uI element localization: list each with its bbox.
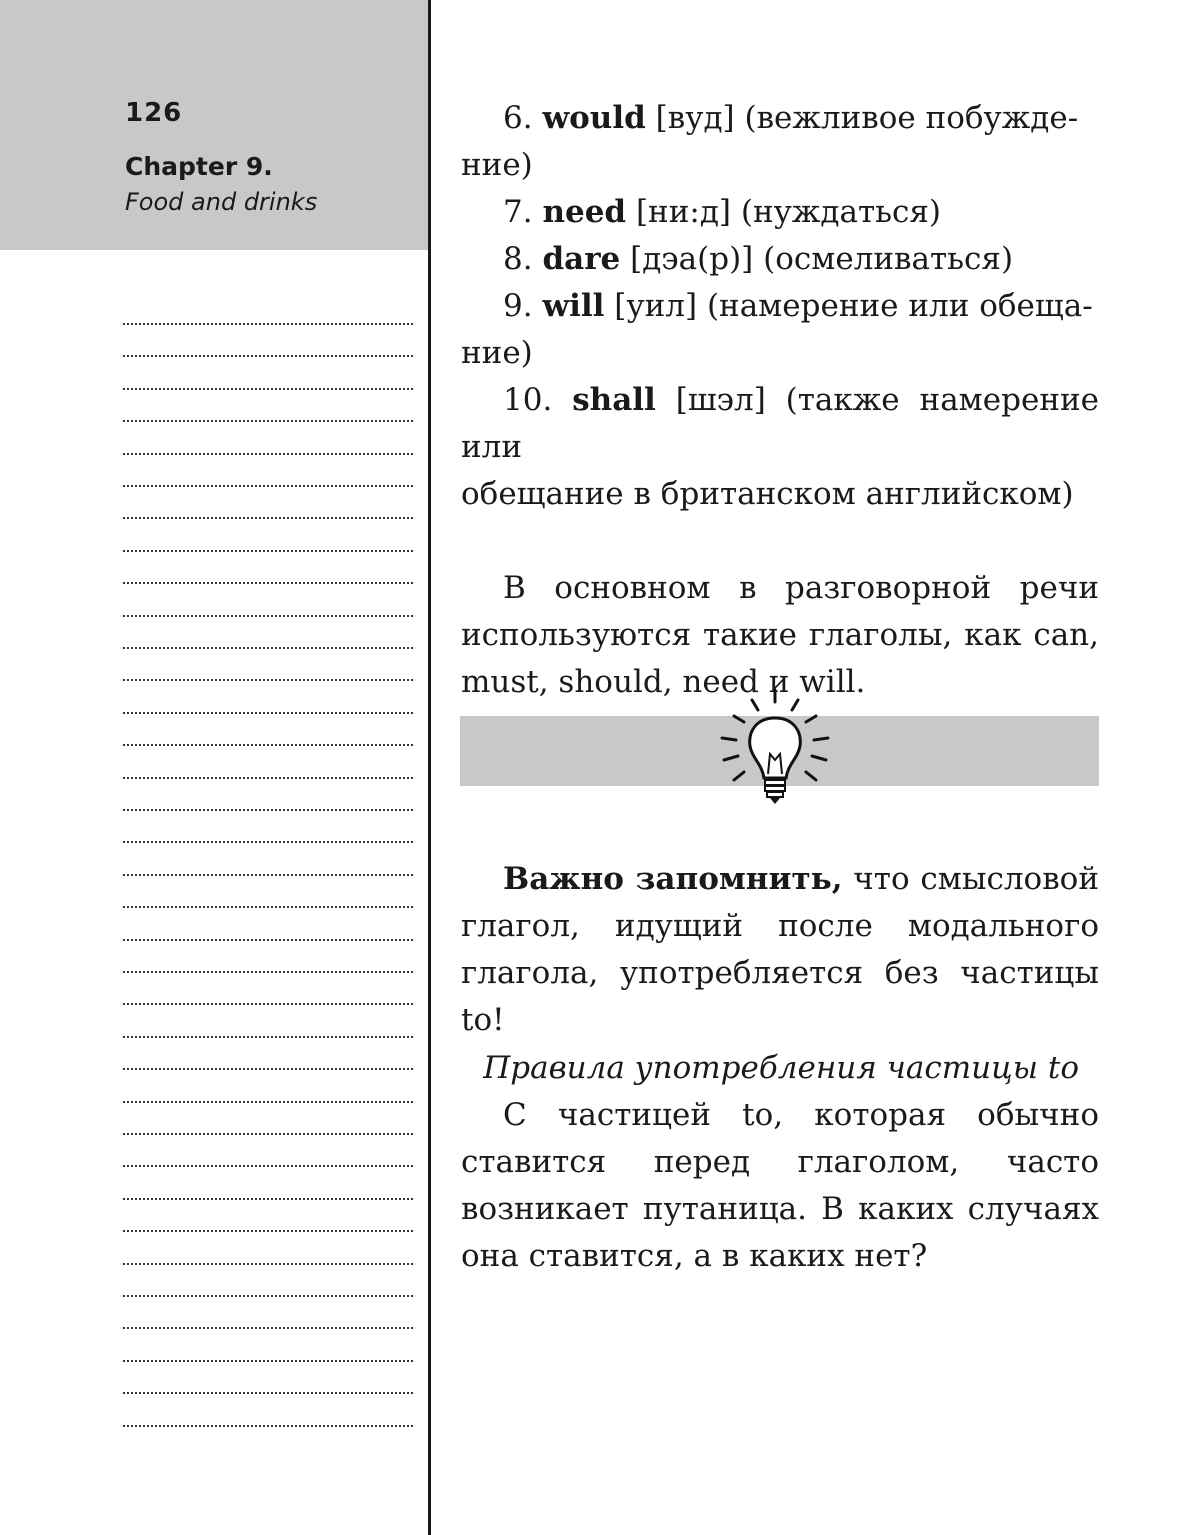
rule-heading: Правила употребления частицы to — [483, 1050, 1079, 1086]
chapter-subtitle: Food and drinks — [125, 188, 318, 216]
column-divider — [428, 0, 431, 1535]
note-line — [123, 712, 413, 714]
rule-body — [461, 1092, 1099, 1280]
note-line — [123, 615, 413, 617]
note-line — [123, 1392, 413, 1394]
item-word: would — [542, 100, 646, 136]
note-line — [123, 1036, 413, 1038]
note-line — [123, 777, 413, 779]
note-line — [123, 517, 413, 519]
note-line — [123, 874, 413, 876]
item-text: [шэл] (также намерение или — [461, 382, 1099, 465]
note-line — [123, 550, 413, 552]
rule-text: С частицей to, которая обычно ставится перед глаголом, часто возникает путаница. В каких случаях она ставится, а в каких нет? — [461, 1097, 1099, 1274]
list-item — [461, 377, 1099, 471]
item-text: [дэа(р)] (осмеливаться) — [620, 241, 1014, 277]
note-line — [123, 453, 413, 455]
note-line — [123, 1165, 413, 1167]
list-item-cont: ние) — [461, 147, 533, 183]
important-label: Важно запомнить, — [503, 861, 843, 897]
note-line — [123, 1101, 413, 1103]
item-number: 7. — [503, 194, 533, 230]
note-line — [123, 1230, 413, 1232]
modal-verb-list — [461, 95, 1099, 706]
note-line — [123, 1068, 413, 1070]
important-note — [461, 856, 1099, 1044]
item-word: will — [542, 288, 605, 324]
note-line — [123, 841, 413, 843]
note-line — [123, 647, 413, 649]
chapter-title: Chapter 9. — [125, 152, 273, 181]
list-item — [461, 236, 1099, 283]
list-item — [461, 283, 1099, 330]
note-line — [123, 906, 413, 908]
note-line — [123, 939, 413, 941]
note-line — [123, 582, 413, 584]
note-line — [123, 1360, 413, 1362]
item-number: 9. — [503, 288, 533, 324]
note-line — [123, 323, 413, 325]
note-line — [123, 1198, 413, 1200]
note-line — [123, 809, 413, 811]
item-number: 10. — [503, 382, 553, 418]
note-line — [123, 971, 413, 973]
item-number: 6. — [503, 100, 533, 136]
page-number: 126 — [125, 98, 183, 128]
list-item — [461, 95, 1099, 142]
note-line — [123, 1003, 413, 1005]
note-line — [123, 679, 413, 681]
note-line — [123, 1327, 413, 1329]
list-item-cont: обещание в британском английском) — [461, 476, 1074, 512]
item-text: [вуд] (вежливое побужде- — [645, 100, 1079, 136]
list-item — [461, 189, 1099, 236]
note-line — [123, 420, 413, 422]
lightbulb-icon — [712, 688, 838, 808]
note-line — [123, 485, 413, 487]
item-text: [уил] (намерение или обеща- — [604, 288, 1093, 324]
item-number: 8. — [503, 241, 533, 277]
item-text: [ни:д] (нуждаться) — [626, 194, 941, 230]
item-word: dare — [542, 241, 621, 277]
note-line — [123, 388, 413, 390]
usage-paragraph: В основном в разговорной речи используются такие глаголы, как can, must, should, need и will. — [461, 570, 1099, 700]
note-line — [123, 355, 413, 357]
note-line — [123, 1425, 413, 1427]
note-line — [123, 1263, 413, 1265]
list-item-cont: ние) — [461, 335, 533, 371]
item-word: need — [542, 194, 627, 230]
note-lines — [123, 0, 413, 1535]
note-line — [123, 1133, 413, 1135]
note-line — [123, 744, 413, 746]
important-text: что смысловой глагол, идущий после модального глагола, употребляется без частицы to! — [461, 861, 1099, 1038]
item-word: shall — [572, 382, 656, 418]
note-line — [123, 1295, 413, 1297]
